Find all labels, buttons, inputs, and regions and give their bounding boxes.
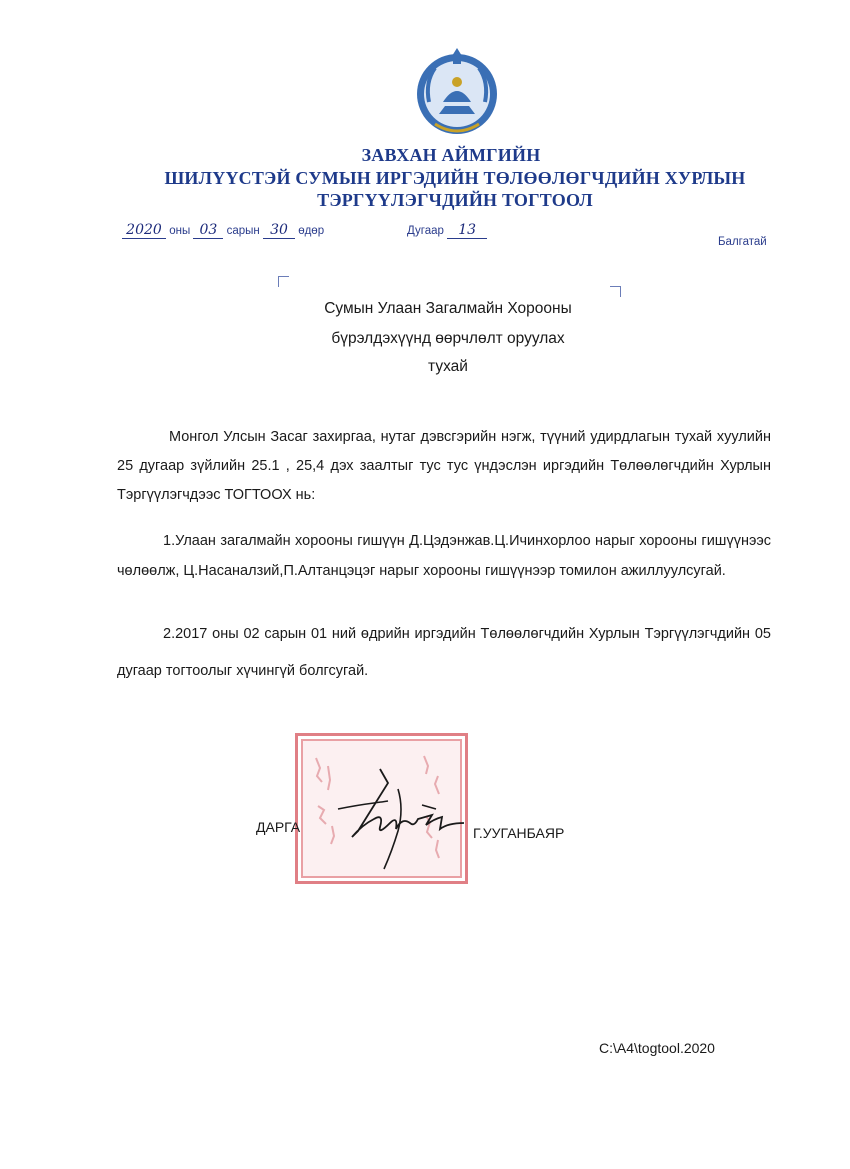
subject-corner-left	[278, 276, 289, 287]
date-day-suffix: өдөр	[298, 225, 325, 237]
signatory-title: ДАРГА	[256, 819, 301, 835]
subject-line-1: Сумын Улаан Загалмайн Хорооны	[324, 300, 572, 317]
file-path: C:\A4\togtool.2020	[599, 1040, 715, 1056]
state-emblem-icon	[413, 42, 501, 138]
number-line	[407, 222, 487, 239]
preamble-paragraph: Монгол Улсын Засаг захиргаа, нутаг дэвсгэрийн нэгж, түүний удирдлагын тухай хуулийн 25 дугаар зүйлийн 25.1 , 25,4 дэх заалтыг тус тус үндэслэн иргэдийн Төлөөлөгчдийн Хурлын Тэргүүлэгчдээс ТОГТООХ нь:	[117, 429, 771, 503]
date-month-suffix: сарын	[226, 225, 260, 237]
date-day: 30	[263, 222, 295, 239]
document-number: 13	[447, 222, 487, 239]
date-line	[122, 222, 324, 239]
header-aimag: ЗАВХАН АЙМГИЙН	[361, 145, 541, 165]
date-year: 2020	[122, 222, 166, 239]
date-month: 03	[193, 222, 223, 239]
subject-line-3: тухай	[428, 358, 468, 375]
resolution-item-1: 1.Улаан загалмайн хорооны гишүүн Д.Цэдэнжав.Ц.Ичинхорлоо нарыг хорооны гишүүнээс чөлөөлж, Ц.Насаналзий,П.Алтанцэцэг нарыг хорооны гишүүнээр томилон ажиллуулсугай.	[117, 533, 771, 580]
date-year-suffix: оны	[169, 225, 191, 237]
place-name: Балгатай	[718, 236, 767, 248]
subject-corner-right	[610, 286, 621, 297]
header-document-type: ТЭРГҮҮЛЭГЧДИЙН ТОГТООЛ	[317, 190, 593, 210]
resolution-item-2: 2.2017 оны 02 сарын 01 ний өдрийн иргэдийн Төлөөлөгчдийн Хурлын Тэргүүлэгчдийн 05 дугаар тогтоолыг хүчингүй болгсугай.	[117, 626, 771, 679]
handwritten-signature	[318, 765, 468, 875]
number-label: Дугаар	[407, 225, 444, 237]
header-soum-council: ШИЛҮҮСТЭЙ СУМЫН ИРГЭДИЙН ТӨЛӨӨЛӨГЧДИЙН ХУРЛЫН	[164, 168, 746, 188]
subject-line-2: бүрэлдэхүүнд өөрчлөлт оруулах	[331, 330, 565, 347]
signatory-name: Г.УУГАНБАЯР	[473, 825, 565, 841]
